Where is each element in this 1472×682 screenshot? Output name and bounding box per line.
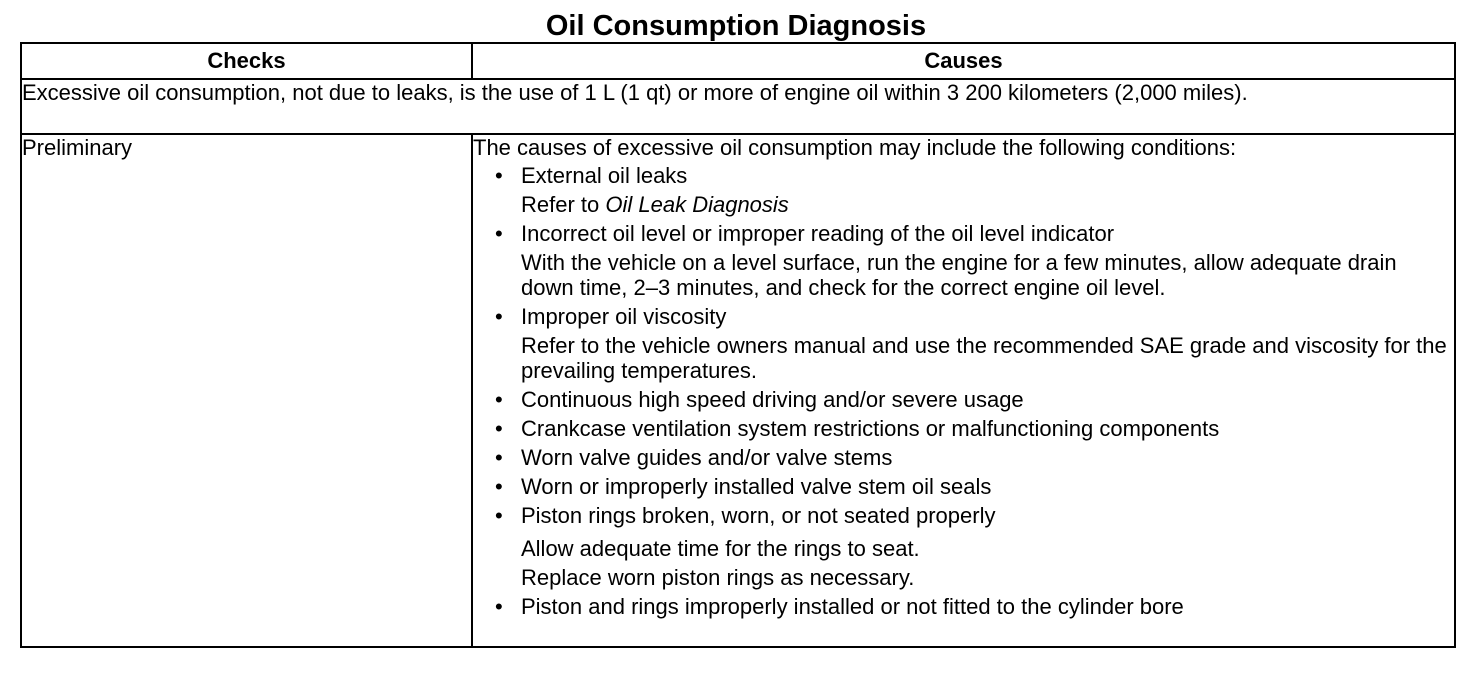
bullet-icon: •	[495, 594, 503, 619]
diagnosis-row	[21, 134, 1455, 647]
cause-text: Piston and rings improperly installed or not fitted to the cylinder bore	[521, 594, 1184, 619]
bullet-icon: •	[495, 221, 503, 246]
bullet-icon: •	[495, 304, 503, 329]
bullet-icon: •	[495, 503, 503, 528]
diagnosis-table	[20, 42, 1456, 648]
cause-text: Worn valve guides and/or valve stems	[521, 445, 893, 470]
causes-intro: The causes of excessive oil consumption may include the following conditions:	[473, 135, 1237, 160]
list-item	[473, 445, 1454, 470]
cause-note: Allow adequate time for the rings to seat.	[521, 536, 920, 561]
bullet-icon: •	[495, 445, 503, 470]
list-item	[473, 387, 1454, 412]
cause-text: Worn or improperly installed valve stem oil seals	[521, 474, 992, 499]
reference-prefix: Refer to	[521, 192, 606, 217]
bullet-icon: •	[495, 387, 503, 412]
bullet-icon: •	[495, 416, 503, 441]
bullet-icon: •	[495, 474, 503, 499]
intro-row	[21, 79, 1455, 134]
header-causes: Causes	[472, 43, 1455, 79]
list-item	[473, 594, 1454, 619]
cause-text: Continuous high speed driving and/or severe usage	[521, 387, 1024, 412]
table-header-row	[21, 43, 1455, 79]
list-item	[473, 163, 1454, 217]
list-item	[473, 416, 1454, 441]
list-item	[473, 474, 1454, 499]
cause-text: Piston rings broken, worn, or not seated properly	[521, 503, 996, 528]
header-checks: Checks	[21, 43, 472, 79]
cause-note: Refer to the vehicle owners manual and use the recommended SAE grade and viscosity for the prevailing temperatures.	[521, 333, 1447, 383]
checks-cell: Preliminary	[21, 134, 472, 647]
list-item	[473, 503, 1454, 590]
cause-text: Crankcase ventilation system restrictions or malfunctioning components	[521, 416, 1220, 441]
intro-text: Excessive oil consumption, not due to leaks, is the use of 1 L (1 qt) or more of engine oil within 3 200 kilometers (2,000 miles).	[21, 79, 1455, 134]
cause-text: Incorrect oil level or improper reading of the oil level indicator	[521, 221, 1115, 246]
cause-text: Improper oil viscosity	[521, 304, 727, 329]
cause-note: With the vehicle on a level surface, run the engine for a few minutes, allow adequate drain down time, 2–3 minutes, and check for the correct engine oil level.	[521, 250, 1397, 300]
cause-text: External oil leaks	[521, 163, 688, 188]
document-title: Oil Consumption Diagnosis	[545, 10, 927, 42]
reference-title: Oil Leak Diagnosis	[605, 192, 789, 217]
causes-cell	[472, 134, 1455, 647]
list-item	[473, 304, 1454, 383]
cause-note: Replace worn piston rings as necessary.	[521, 565, 915, 590]
list-item	[473, 221, 1454, 300]
cause-reference	[521, 192, 1454, 217]
bullet-icon: •	[495, 163, 503, 188]
cause-list	[473, 163, 1454, 619]
